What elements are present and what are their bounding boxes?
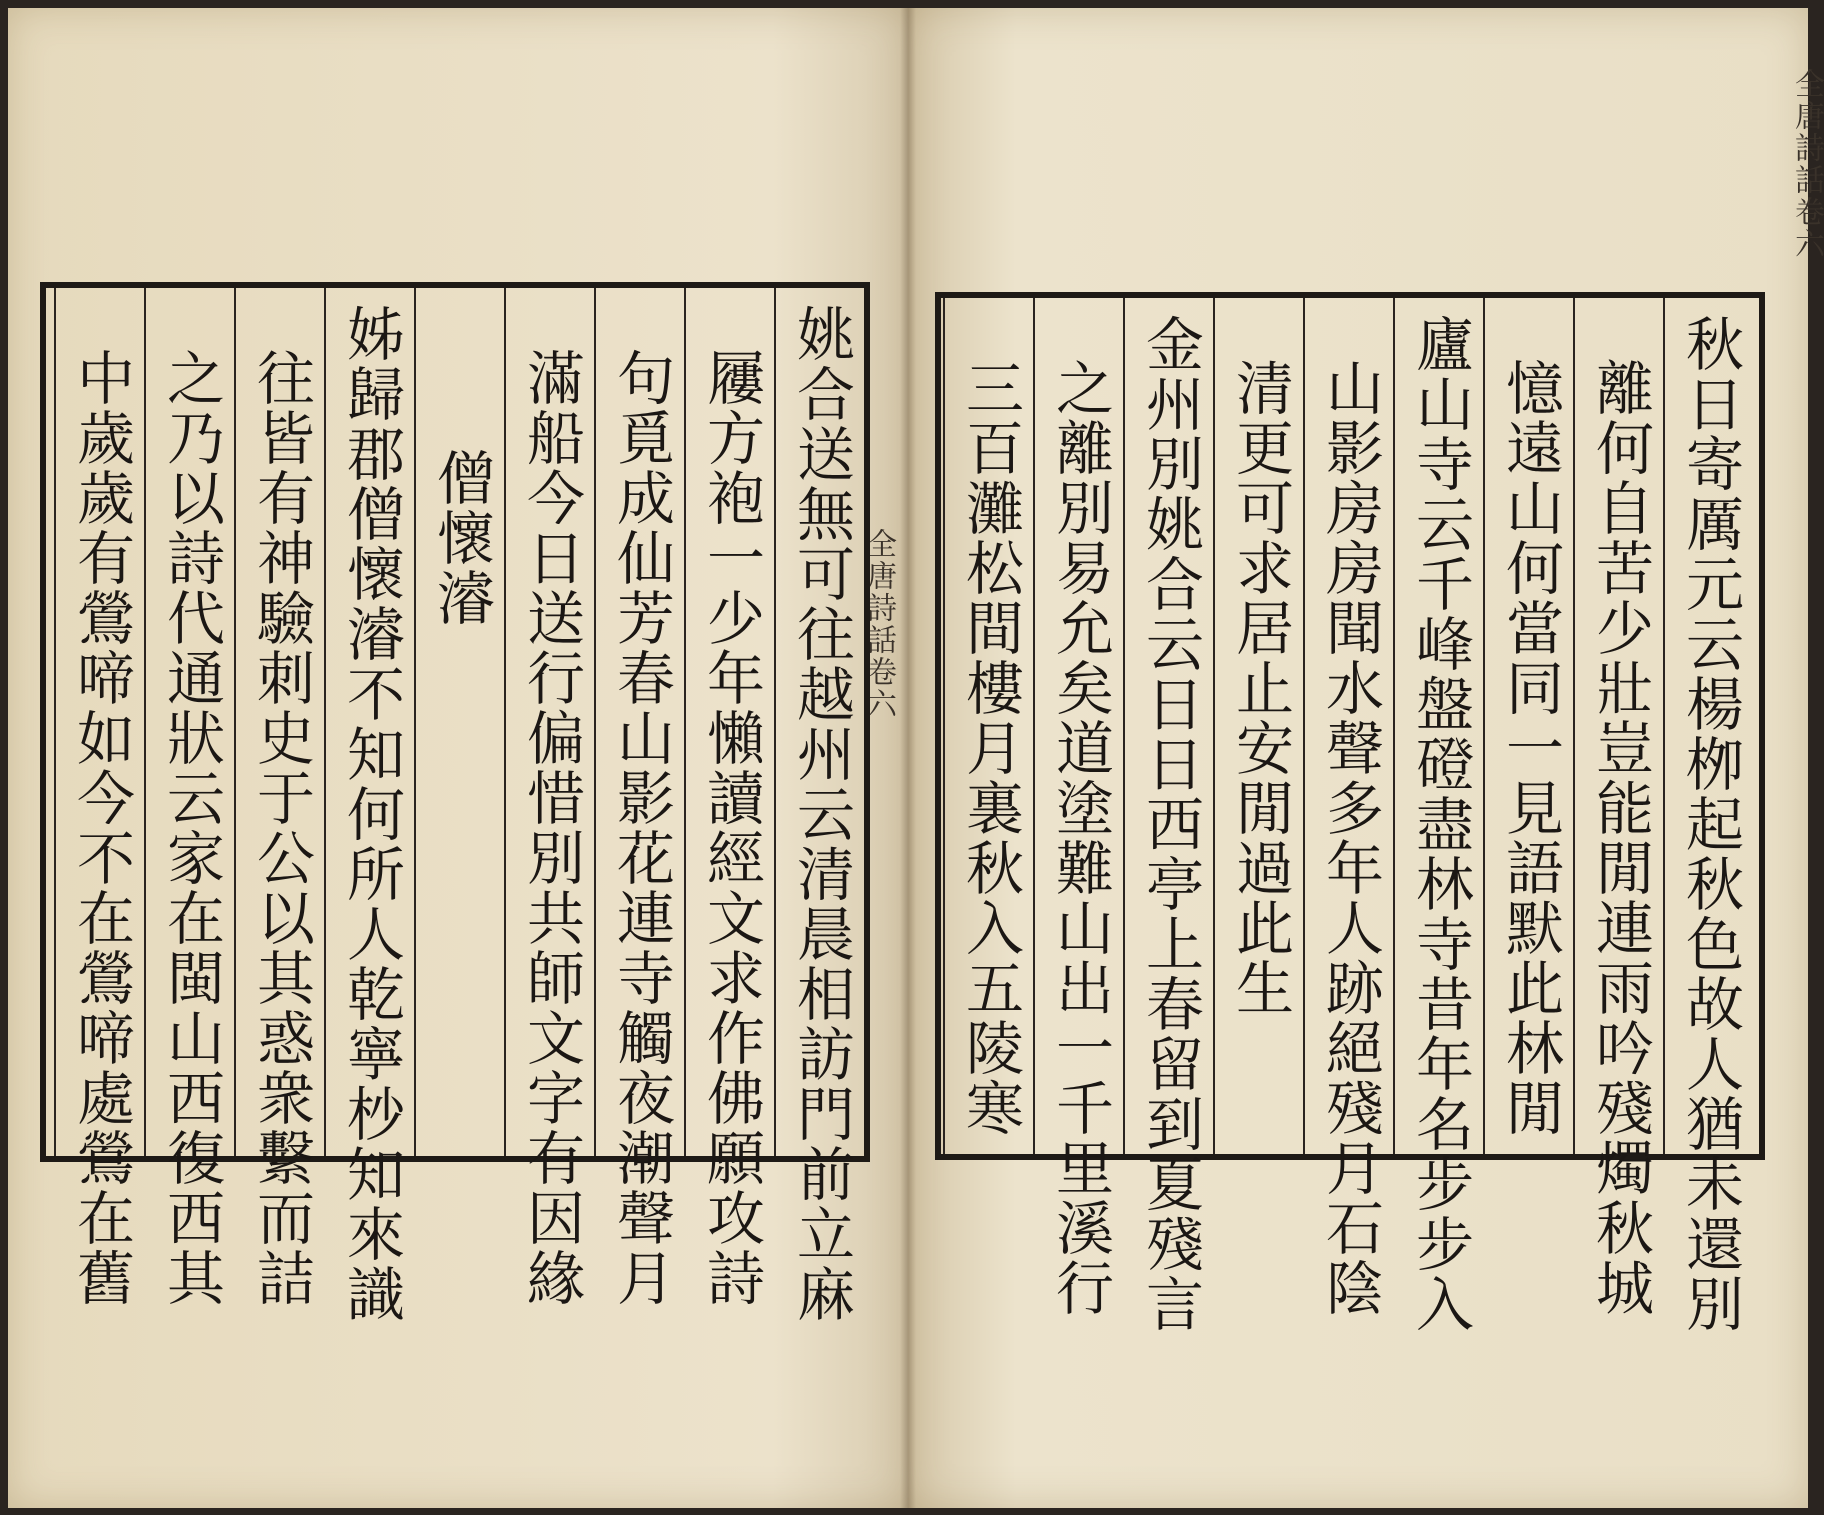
left-column-3: 句覓成仙芳春山影花連寺觸夜潮聲月 [594,288,684,1156]
book-gutter [900,8,916,1508]
left-column-9: 中歲歲有鶯啼如今不在鶯啼處鶯在舊 [54,288,144,1156]
right-column-1: 秋日寄厲元云楊栁起秋色故人猶未還別 [1663,298,1753,1154]
right-column-5: 山影房房聞水聲多年人跡絕殘月石陰 [1303,298,1393,1154]
left-column-5: 僧懷濬 [414,288,504,1156]
right-column-4: 廬山寺云千峰盤磴盡林寺昔年名步步入 [1393,298,1483,1154]
left-text-frame [40,282,870,1324]
left-column-8: 之乃以詩代通狀云家在閩山西復西其 [144,288,234,1156]
right-margin-label: 全唐詩話卷六 [1789,68,1824,260]
right-column-9: 三百灘松間樓月裏秋入五陵寒 [943,298,1033,1154]
right-column-3: 憶遠山何當同一見語默此林閒 [1483,298,1573,1154]
left-column-2: 屨方袍一少年懶讀經文求作佛願攻詩 [684,288,774,1156]
right-column-7: 金州別姚合云日日西亭上春留到夏殘言 [1123,298,1213,1154]
left-column-6: 姊歸郡僧懷濬不知何所人乾寧杪知來識 [324,288,414,1156]
left-column-4: 滿船今日送行偏惜別共師文字有因緣 [504,288,594,1156]
left-margin-label: 全唐詩話卷六 [861,528,896,720]
right-column-2: 離何自苦少壯豈能閒連雨吟殘燭秋城 [1573,298,1663,1154]
left-column-1: 姚合送無可往越州云清晨相訪門前立麻 [774,288,864,1156]
left-column-7: 往皆有神驗刺史于公以其惑衆繫而詰 [234,288,324,1156]
right-column-6: 清更可求居止安閒過此生 [1213,298,1303,1154]
right-text-frame [935,292,1765,1334]
right-column-8: 之離別易允矣道塗難山出一千里溪行 [1033,298,1123,1154]
